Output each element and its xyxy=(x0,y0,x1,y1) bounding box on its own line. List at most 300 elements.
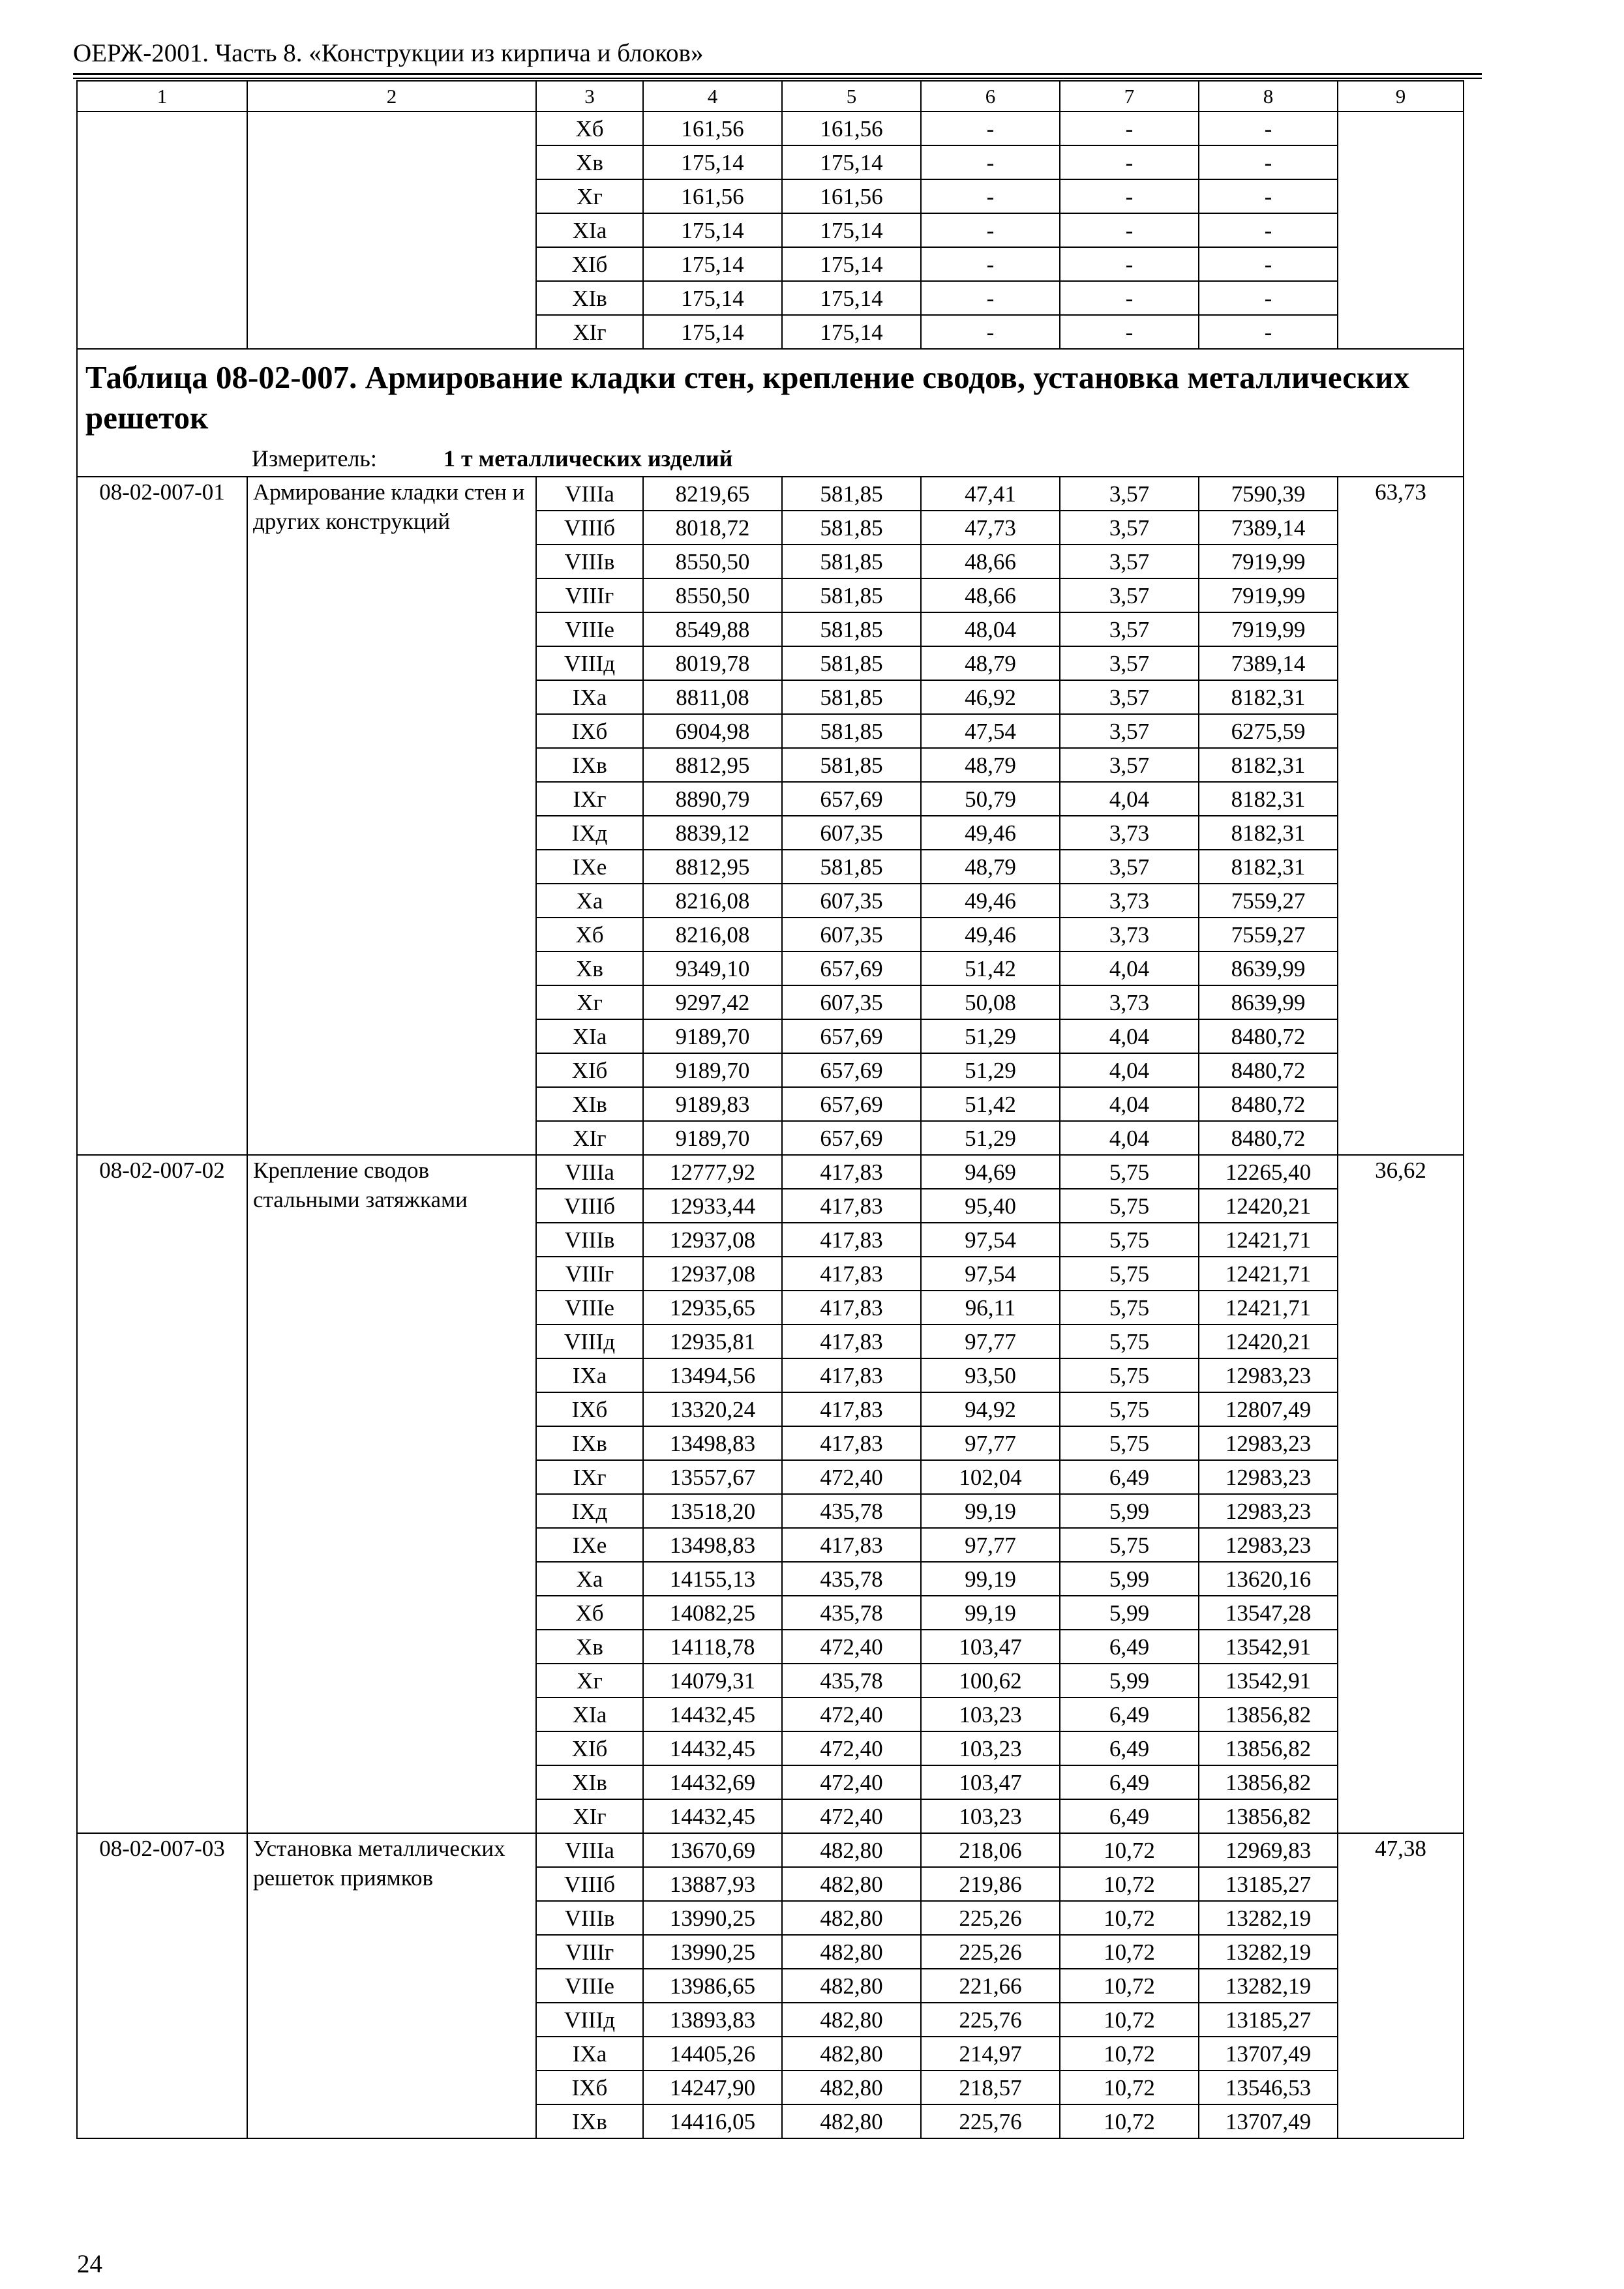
value-cell: 8182,31 xyxy=(1199,782,1338,816)
value-cell: 7919,99 xyxy=(1199,545,1338,578)
value-cell: 472,40 xyxy=(782,1460,921,1494)
zone-cell: XIб xyxy=(536,247,643,281)
value-cell: 5,75 xyxy=(1060,1324,1199,1358)
value-cell: 93,50 xyxy=(921,1358,1060,1392)
value-cell: - xyxy=(921,315,1060,349)
column-number: 4 xyxy=(643,81,782,112)
value-cell: - xyxy=(1060,213,1199,247)
value-cell: - xyxy=(1060,112,1199,145)
value-cell: 13856,82 xyxy=(1199,1698,1338,1731)
value-cell: 607,35 xyxy=(782,985,921,1019)
zone-cell: IXa xyxy=(536,2037,643,2071)
value-cell: 13557,67 xyxy=(643,1460,782,1494)
value-cell: 5,75 xyxy=(1060,1358,1199,1392)
value-cell: 13542,91 xyxy=(1199,1630,1338,1664)
value-cell: 103,47 xyxy=(921,1630,1060,1664)
zone-cell: VIIIг xyxy=(536,1257,643,1291)
value-cell: 13990,25 xyxy=(643,1935,782,1969)
value-cell: 13185,27 xyxy=(1199,2003,1338,2037)
zone-cell: IXг xyxy=(536,1460,643,1494)
value-cell: 175,14 xyxy=(782,247,921,281)
value-cell: 50,79 xyxy=(921,782,1060,816)
value-cell: 5,99 xyxy=(1060,1664,1199,1698)
value-cell: 482,80 xyxy=(782,1833,921,1867)
zone-cell: XIв xyxy=(536,1087,643,1121)
value-cell: 14432,45 xyxy=(643,1698,782,1731)
value-cell: 14247,90 xyxy=(643,2071,782,2104)
zone-cell: VIIIе xyxy=(536,612,643,646)
value-cell: 8182,31 xyxy=(1199,748,1338,782)
value-cell: 94,92 xyxy=(921,1392,1060,1426)
zone-cell: IXб xyxy=(536,1392,643,1426)
value-cell: 607,35 xyxy=(782,884,921,918)
value-cell: 13670,69 xyxy=(643,1833,782,1867)
value-cell: 8216,08 xyxy=(643,918,782,951)
value-cell: - xyxy=(921,179,1060,213)
value-cell: 97,77 xyxy=(921,1528,1060,1562)
value-cell: 8216,08 xyxy=(643,884,782,918)
value-cell: 48,04 xyxy=(921,612,1060,646)
value-cell: 97,54 xyxy=(921,1257,1060,1291)
value-cell: 5,99 xyxy=(1060,1596,1199,1630)
value-cell: 10,72 xyxy=(1060,2037,1199,2071)
value-cell: 12983,23 xyxy=(1199,1528,1338,1562)
value-cell: - xyxy=(1199,112,1338,145)
value-cell: 14405,26 xyxy=(643,2037,782,2071)
value-cell: 435,78 xyxy=(782,1664,921,1698)
value-cell: 9189,70 xyxy=(643,1019,782,1053)
value-cell: 5,75 xyxy=(1060,1155,1199,1189)
value-cell: 48,79 xyxy=(921,748,1060,782)
table-title: Таблица 08-02-007. Армирование кладки стен, крепление сводов, установка металлических решеток xyxy=(85,359,1409,436)
value-cell: 51,29 xyxy=(921,1121,1060,1155)
value-cell: 8890,79 xyxy=(643,782,782,816)
value-cell: 99,19 xyxy=(921,1494,1060,1528)
rate-extra-value: 36,62 xyxy=(1338,1155,1464,1833)
column-number-row xyxy=(77,81,1464,112)
header-rule xyxy=(73,73,1482,75)
name-cell-empty xyxy=(247,112,536,349)
value-cell: 14432,45 xyxy=(643,1799,782,1833)
value-cell: 103,23 xyxy=(921,1698,1060,1731)
value-cell: 48,79 xyxy=(921,850,1060,884)
value-cell: 12777,92 xyxy=(643,1155,782,1189)
measure-label: Измеритель: xyxy=(252,445,377,471)
value-cell: 9189,70 xyxy=(643,1053,782,1087)
value-cell: 13856,82 xyxy=(1199,1731,1338,1765)
value-cell: 10,72 xyxy=(1060,2003,1199,2037)
value-cell: 103,47 xyxy=(921,1765,1060,1799)
zone-cell: Хв xyxy=(536,1630,643,1664)
value-cell: 8182,31 xyxy=(1199,680,1338,714)
table-row xyxy=(77,1155,1464,1189)
table-row xyxy=(77,1833,1464,1867)
rate-name: Установка металлических решеток приямков xyxy=(247,1833,536,2138)
measure-line xyxy=(85,443,1455,473)
value-cell: 13620,16 xyxy=(1199,1562,1338,1596)
zone-cell: VIIIг xyxy=(536,578,643,612)
value-cell: 472,40 xyxy=(782,1630,921,1664)
zone-cell: Хв xyxy=(536,951,643,985)
value-cell: 8639,99 xyxy=(1199,951,1338,985)
value-cell: 482,80 xyxy=(782,2003,921,2037)
value-cell: 8480,72 xyxy=(1199,1121,1338,1155)
value-cell: 3,57 xyxy=(1060,545,1199,578)
value-cell: 12933,44 xyxy=(643,1189,782,1223)
value-cell: 3,57 xyxy=(1060,714,1199,748)
value-cell: 3,57 xyxy=(1060,578,1199,612)
value-cell: 13887,93 xyxy=(643,1867,782,1901)
value-cell: 50,08 xyxy=(921,985,1060,1019)
zone-cell: VIIIa xyxy=(536,1833,643,1867)
zone-cell: IXе xyxy=(536,1528,643,1562)
value-cell: 5,75 xyxy=(1060,1392,1199,1426)
value-cell: 12420,21 xyxy=(1199,1324,1338,1358)
value-cell: 218,06 xyxy=(921,1833,1060,1867)
column-number: 9 xyxy=(1338,81,1464,112)
value-cell: 472,40 xyxy=(782,1731,921,1765)
value-cell: 8480,72 xyxy=(1199,1053,1338,1087)
value-cell: 472,40 xyxy=(782,1799,921,1833)
zone-cell: VIIIд xyxy=(536,1324,643,1358)
value-cell: 7919,99 xyxy=(1199,612,1338,646)
zone-cell: VIIIг xyxy=(536,1935,643,1969)
value-cell: 12983,23 xyxy=(1199,1426,1338,1460)
value-cell: 3,73 xyxy=(1060,816,1199,850)
value-cell: 13707,49 xyxy=(1199,2037,1338,2071)
value-cell: 6904,98 xyxy=(643,714,782,748)
code-cell-empty xyxy=(77,112,247,349)
value-cell: 14082,25 xyxy=(643,1596,782,1630)
value-cell: 9189,83 xyxy=(643,1087,782,1121)
rate-name: Армирование кладки стен и других конструкций xyxy=(247,477,536,1155)
value-cell: 94,69 xyxy=(921,1155,1060,1189)
column-number: 1 xyxy=(77,81,247,112)
zone-cell: VIIIв xyxy=(536,1223,643,1257)
value-cell: - xyxy=(1060,281,1199,315)
value-cell: 5,75 xyxy=(1060,1223,1199,1257)
value-cell: 482,80 xyxy=(782,2071,921,2104)
zone-cell: XIв xyxy=(536,281,643,315)
column-number: 2 xyxy=(247,81,536,112)
value-cell: 100,62 xyxy=(921,1664,1060,1698)
value-cell: 13282,19 xyxy=(1199,1935,1338,1969)
value-cell: - xyxy=(1199,315,1338,349)
value-cell: 51,42 xyxy=(921,1087,1060,1121)
value-cell: 13498,83 xyxy=(643,1528,782,1562)
zone-cell: VIIIa xyxy=(536,1155,643,1189)
value-cell: 47,54 xyxy=(921,714,1060,748)
zone-cell: VIIIб xyxy=(536,1867,643,1901)
value-cell: 10,72 xyxy=(1060,1969,1199,2003)
value-cell: 417,83 xyxy=(782,1155,921,1189)
zone-cell: XIa xyxy=(536,1698,643,1731)
value-cell: 175,14 xyxy=(782,315,921,349)
zone-cell: XIa xyxy=(536,1019,643,1053)
value-cell: 46,92 xyxy=(921,680,1060,714)
zone-cell: IXв xyxy=(536,2104,643,2138)
value-cell: 103,23 xyxy=(921,1731,1060,1765)
value-cell: 3,57 xyxy=(1060,680,1199,714)
value-cell: 657,69 xyxy=(782,1121,921,1155)
zone-cell: VIIIб xyxy=(536,511,643,545)
page-header: ОЕРЖ-2001. Часть 8. «Конструкции из кирпича и блоков» xyxy=(73,39,704,67)
value-cell: 13856,82 xyxy=(1199,1765,1338,1799)
value-cell: 9189,70 xyxy=(643,1121,782,1155)
value-cell: 607,35 xyxy=(782,816,921,850)
column-number: 5 xyxy=(782,81,921,112)
value-cell: 5,75 xyxy=(1060,1426,1199,1460)
value-cell: - xyxy=(921,247,1060,281)
zone-cell: Хв xyxy=(536,145,643,179)
zone-cell: IXв xyxy=(536,748,643,782)
value-cell: 175,14 xyxy=(643,315,782,349)
value-cell: 161,56 xyxy=(782,179,921,213)
value-cell: 581,85 xyxy=(782,477,921,511)
value-cell: 175,14 xyxy=(643,213,782,247)
value-cell: 97,77 xyxy=(921,1426,1060,1460)
zone-cell: VIIIв xyxy=(536,545,643,578)
value-cell: 8182,31 xyxy=(1199,850,1338,884)
value-cell: - xyxy=(921,281,1060,315)
value-cell: 225,76 xyxy=(921,2003,1060,2037)
value-cell: 417,83 xyxy=(782,1426,921,1460)
value-cell: 5,75 xyxy=(1060,1528,1199,1562)
value-cell: 13542,91 xyxy=(1199,1664,1338,1698)
rate-name: Крепление сводов стальными затяжками xyxy=(247,1155,536,1833)
value-cell: 581,85 xyxy=(782,612,921,646)
value-cell: 14416,05 xyxy=(643,2104,782,2138)
value-cell: 3,73 xyxy=(1060,918,1199,951)
zone-cell: XIб xyxy=(536,1731,643,1765)
zone-cell: IXa xyxy=(536,1358,643,1392)
value-cell: 12937,08 xyxy=(643,1257,782,1291)
value-cell: 47,41 xyxy=(921,477,1060,511)
column-number: 6 xyxy=(921,81,1060,112)
zone-cell: Хб xyxy=(536,112,643,145)
value-cell: 482,80 xyxy=(782,2037,921,2071)
measure-value: 1 т металлических изделий xyxy=(444,445,733,471)
value-cell: 4,04 xyxy=(1060,951,1199,985)
value-cell: 4,04 xyxy=(1060,1053,1199,1087)
value-cell: 7389,14 xyxy=(1199,646,1338,680)
zone-cell: XIв xyxy=(536,1765,643,1799)
value-cell: 13185,27 xyxy=(1199,1867,1338,1901)
value-cell: 99,19 xyxy=(921,1562,1060,1596)
value-cell: 8480,72 xyxy=(1199,1087,1338,1121)
value-cell: 4,04 xyxy=(1060,1019,1199,1053)
value-cell: 5,75 xyxy=(1060,1291,1199,1324)
header-rule xyxy=(73,78,1482,79)
value-cell: 435,78 xyxy=(782,1596,921,1630)
rate-code: 08-02-007-01 xyxy=(77,477,247,1155)
value-cell: 49,46 xyxy=(921,918,1060,951)
zone-cell: VIIIе xyxy=(536,1969,643,2003)
value-cell: 51,42 xyxy=(921,951,1060,985)
extra-cell-empty xyxy=(1338,112,1464,349)
value-cell: - xyxy=(1060,179,1199,213)
value-cell: 581,85 xyxy=(782,850,921,884)
zone-cell: XIг xyxy=(536,315,643,349)
value-cell: 9349,10 xyxy=(643,951,782,985)
value-cell: 13986,65 xyxy=(643,1969,782,2003)
value-cell: 417,83 xyxy=(782,1291,921,1324)
value-cell: 581,85 xyxy=(782,748,921,782)
value-cell: 12421,71 xyxy=(1199,1223,1338,1257)
value-cell: 581,85 xyxy=(782,646,921,680)
value-cell: 12983,23 xyxy=(1199,1494,1338,1528)
value-cell: 96,11 xyxy=(921,1291,1060,1324)
value-cell: 581,85 xyxy=(782,714,921,748)
value-cell: 219,86 xyxy=(921,1867,1060,1901)
value-cell: - xyxy=(1060,145,1199,179)
value-cell: 8811,08 xyxy=(643,680,782,714)
value-cell: 417,83 xyxy=(782,1358,921,1392)
value-cell: 8839,12 xyxy=(643,816,782,850)
value-cell: 417,83 xyxy=(782,1528,921,1562)
value-cell: 47,73 xyxy=(921,511,1060,545)
value-cell: 8550,50 xyxy=(643,578,782,612)
value-cell: 225,26 xyxy=(921,1901,1060,1935)
zone-cell: IXд xyxy=(536,1494,643,1528)
zone-cell: IXд xyxy=(536,816,643,850)
zone-cell: Хб xyxy=(536,918,643,951)
value-cell: 175,14 xyxy=(782,213,921,247)
value-cell: 8480,72 xyxy=(1199,1019,1338,1053)
zone-cell: VIIIе xyxy=(536,1291,643,1324)
value-cell: 12807,49 xyxy=(1199,1392,1338,1426)
value-cell: 10,72 xyxy=(1060,2104,1199,2138)
value-cell: 13320,24 xyxy=(643,1392,782,1426)
zone-cell: IXв xyxy=(536,1426,643,1460)
value-cell: 657,69 xyxy=(782,1019,921,1053)
zone-cell: VIIIд xyxy=(536,2003,643,2037)
value-cell: 3,57 xyxy=(1060,646,1199,680)
value-cell: 6,49 xyxy=(1060,1731,1199,1765)
value-cell: 417,83 xyxy=(782,1189,921,1223)
value-cell: 13518,20 xyxy=(643,1494,782,1528)
value-cell: 12969,83 xyxy=(1199,1833,1338,1867)
value-cell: 6,49 xyxy=(1060,1460,1199,1494)
table-caption xyxy=(77,349,1464,477)
value-cell: 161,56 xyxy=(643,179,782,213)
value-cell: 51,29 xyxy=(921,1053,1060,1087)
value-cell: 10,72 xyxy=(1060,1901,1199,1935)
value-cell: - xyxy=(1199,145,1338,179)
value-cell: 6,49 xyxy=(1060,1698,1199,1731)
value-cell: 48,79 xyxy=(921,646,1060,680)
value-cell: 3,73 xyxy=(1060,985,1199,1019)
value-cell: 8549,88 xyxy=(643,612,782,646)
value-cell: 482,80 xyxy=(782,1867,921,1901)
zone-cell: VIIIб xyxy=(536,1189,643,1223)
value-cell: 49,46 xyxy=(921,884,1060,918)
value-cell: 214,97 xyxy=(921,2037,1060,2071)
value-cell: 417,83 xyxy=(782,1324,921,1358)
value-cell: 607,35 xyxy=(782,918,921,951)
value-cell: 49,46 xyxy=(921,816,1060,850)
value-cell: 581,85 xyxy=(782,511,921,545)
value-cell: 225,76 xyxy=(921,2104,1060,2138)
value-cell: 657,69 xyxy=(782,951,921,985)
value-cell: 99,19 xyxy=(921,1596,1060,1630)
rate-code: 08-02-007-03 xyxy=(77,1833,247,2138)
value-cell: - xyxy=(1199,179,1338,213)
value-cell: 12935,81 xyxy=(643,1324,782,1358)
value-cell: 175,14 xyxy=(782,281,921,315)
value-cell: 12935,65 xyxy=(643,1291,782,1324)
value-cell: 472,40 xyxy=(782,1765,921,1799)
zone-cell: Хг xyxy=(536,985,643,1019)
value-cell: 13990,25 xyxy=(643,1901,782,1935)
value-cell: 6275,59 xyxy=(1199,714,1338,748)
value-cell: 9297,42 xyxy=(643,985,782,1019)
rate-extra-value: 47,38 xyxy=(1338,1833,1464,2138)
value-cell: 4,04 xyxy=(1060,1087,1199,1121)
zone-cell: IXб xyxy=(536,2071,643,2104)
value-cell: 7919,99 xyxy=(1199,578,1338,612)
value-cell: 8639,99 xyxy=(1199,985,1338,1019)
value-cell: 4,04 xyxy=(1060,782,1199,816)
value-cell: 161,56 xyxy=(643,112,782,145)
value-cell: 13547,28 xyxy=(1199,1596,1338,1630)
value-cell: 13856,82 xyxy=(1199,1799,1338,1833)
zone-cell: XIг xyxy=(536,1121,643,1155)
value-cell: 3,73 xyxy=(1060,884,1199,918)
value-cell: 6,49 xyxy=(1060,1765,1199,1799)
value-cell: 175,14 xyxy=(643,247,782,281)
value-cell: 482,80 xyxy=(782,1969,921,2003)
zone-cell: IXб xyxy=(536,714,643,748)
value-cell: 7389,14 xyxy=(1199,511,1338,545)
value-cell: 14079,31 xyxy=(643,1664,782,1698)
value-cell: 417,83 xyxy=(782,1392,921,1426)
value-cell: 581,85 xyxy=(782,545,921,578)
value-cell: 10,72 xyxy=(1060,2071,1199,2104)
value-cell: 13282,19 xyxy=(1199,1901,1338,1935)
rates-table xyxy=(76,80,1464,2139)
value-cell: 8812,95 xyxy=(643,850,782,884)
value-cell: 48,66 xyxy=(921,545,1060,578)
value-cell: - xyxy=(1199,247,1338,281)
value-cell: 102,04 xyxy=(921,1460,1060,1494)
value-cell: 8550,50 xyxy=(643,545,782,578)
value-cell: 657,69 xyxy=(782,1053,921,1087)
value-cell: 8019,78 xyxy=(643,646,782,680)
value-cell: 5,75 xyxy=(1060,1189,1199,1223)
value-cell: 8812,95 xyxy=(643,748,782,782)
value-cell: 175,14 xyxy=(643,145,782,179)
value-cell: 48,66 xyxy=(921,578,1060,612)
zone-cell: Xa xyxy=(536,884,643,918)
value-cell: 12421,71 xyxy=(1199,1291,1338,1324)
value-cell: 12983,23 xyxy=(1199,1358,1338,1392)
value-cell: 472,40 xyxy=(782,1698,921,1731)
value-cell: 51,29 xyxy=(921,1019,1060,1053)
value-cell: - xyxy=(921,213,1060,247)
value-cell: 12983,23 xyxy=(1199,1460,1338,1494)
value-cell: 8018,72 xyxy=(643,511,782,545)
value-cell: 12265,40 xyxy=(1199,1155,1338,1189)
value-cell: 14118,78 xyxy=(643,1630,782,1664)
value-cell: 5,99 xyxy=(1060,1562,1199,1596)
value-cell: 581,85 xyxy=(782,680,921,714)
value-cell: 7559,27 xyxy=(1199,918,1338,951)
value-cell: 97,54 xyxy=(921,1223,1060,1257)
value-cell: 14432,69 xyxy=(643,1765,782,1799)
value-cell: 225,26 xyxy=(921,1935,1060,1969)
zone-cell: IXг xyxy=(536,782,643,816)
